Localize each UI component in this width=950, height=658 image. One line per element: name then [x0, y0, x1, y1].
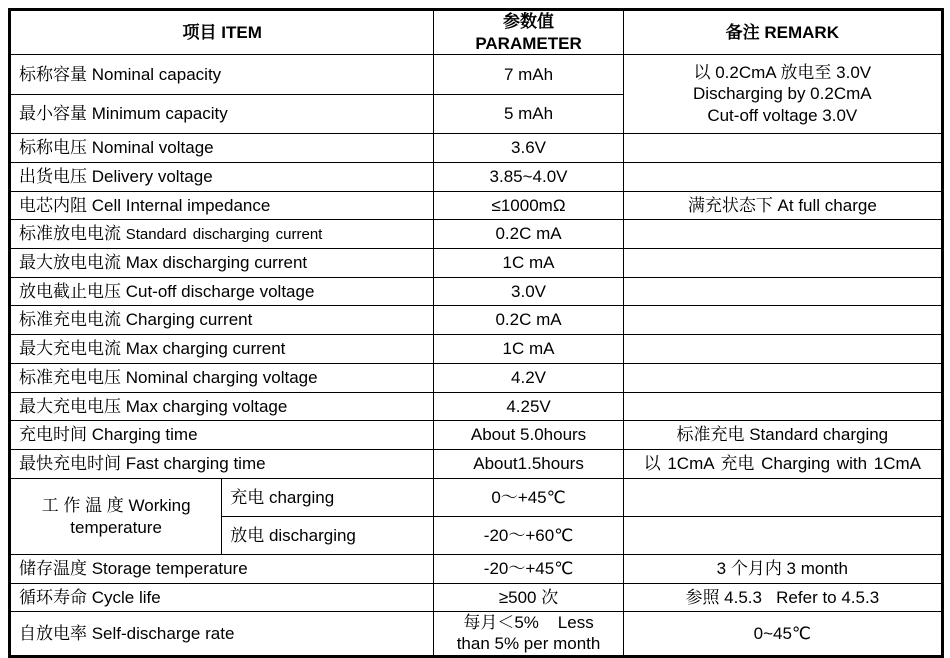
row-cutoff-discharge-voltage	[10, 278, 943, 306]
item-cell: 标称电压 Nominal voltage	[10, 134, 434, 163]
row-charging-current	[10, 306, 943, 335]
param-cell: 5 mAh	[434, 95, 623, 134]
remark-cell	[623, 220, 942, 249]
item-cell: 电芯内阻 Cell Internal impedance	[10, 192, 434, 220]
remark-cell	[623, 517, 942, 555]
remark-cell	[623, 335, 942, 364]
row-self-discharge-rate	[10, 612, 943, 657]
remark-cell	[623, 249, 942, 278]
header-parameter	[434, 10, 623, 55]
param-cell: 7 mAh	[434, 55, 623, 95]
item-cell: 最快充电时间 Fast charging time	[10, 450, 434, 479]
item-zh: 标准放电电流	[19, 224, 121, 244]
param-cell: 4.25V	[434, 393, 623, 421]
row-charging-time	[10, 421, 943, 450]
row-working-temperature-charging	[10, 479, 943, 517]
param-cell: 3.6V	[434, 134, 623, 163]
capacity-remark-line1: 以 0.2CmA 放电至 3.0V	[693, 63, 872, 83]
item-cell	[10, 220, 434, 249]
item-cell: 标准充电电流 Charging current	[10, 306, 434, 335]
battery-spec-table	[8, 8, 944, 658]
subitem-cell-charging: 充电 charging	[222, 479, 434, 517]
param-cell: 0～+45℃	[434, 479, 623, 517]
item-cell: 标准充电电压 Nominal charging voltage	[10, 364, 434, 393]
header-row	[10, 10, 943, 55]
item-cell-working-temperature	[10, 479, 222, 555]
item-cell: 循环寿命 Cycle life	[10, 584, 434, 612]
remark-cell	[623, 134, 942, 163]
param-cell	[434, 612, 623, 657]
row-delivery-voltage	[10, 163, 943, 192]
row-cycle-life	[10, 584, 943, 612]
item-cell: 最小容量 Minimum capacity	[10, 95, 434, 134]
working-temperature-label-line1: 工 作 温 度 Working	[41, 496, 191, 516]
header-parameter-zh: 参数值	[503, 12, 555, 32]
remark-cell	[623, 364, 942, 393]
header-remark: 备注 REMARK	[623, 10, 942, 55]
row-storage-temperature	[10, 555, 943, 584]
item-cell: 最大放电电流 Max discharging current	[10, 249, 434, 278]
row-nominal-charging-voltage	[10, 364, 943, 393]
remark-cell	[623, 393, 942, 421]
param-cell: About 5.0hours	[434, 421, 623, 450]
item-cell: 出货电压 Delivery voltage	[10, 163, 434, 192]
remark-cell-capacity	[623, 55, 942, 134]
row-max-charging-voltage	[10, 393, 943, 421]
row-nominal-capacity	[10, 55, 943, 95]
header-parameter-en: PARAMETER	[475, 33, 582, 53]
param-cell: 0.2C mA	[434, 306, 623, 335]
remark-cell: 3 个月内 3 month	[623, 555, 942, 584]
param-cell: ≥500 次	[434, 584, 623, 612]
subitem-cell-discharging: 放电 discharging	[222, 517, 434, 555]
row-fast-charging-time	[10, 450, 943, 479]
param-cell: About1.5hours	[434, 450, 623, 479]
param-cell: 4.2V	[434, 364, 623, 393]
row-nominal-voltage	[10, 134, 943, 163]
param-cell: 3.85~4.0V	[434, 163, 623, 192]
self-discharge-param-line1: 每月＜5% Less	[463, 613, 594, 632]
remark-cell: 满充状态下 At full charge	[623, 192, 942, 220]
param-cell: -20～+60℃	[434, 517, 623, 555]
item-cell: 最大充电电压 Max charging voltage	[10, 393, 434, 421]
item-cell: 充电时间 Charging time	[10, 421, 434, 450]
remark-cell: 以 1CmA 充电 Charging with 1CmA	[623, 450, 942, 479]
working-temperature-label-line2: temperature	[70, 517, 162, 537]
row-internal-impedance	[10, 192, 943, 220]
item-cell: 最大充电电流 Max charging current	[10, 335, 434, 364]
remark-cell	[623, 306, 942, 335]
param-cell: -20～+45℃	[434, 555, 623, 584]
item-cell: 自放电率 Self-discharge rate	[10, 612, 434, 657]
item-en: Standard discharging current	[125, 226, 323, 244]
item-cell: 放电截止电压 Cut-off discharge voltage	[10, 278, 434, 306]
header-item: 项目 ITEM	[10, 10, 434, 55]
item-cell: 储存温度 Storage temperature	[10, 555, 434, 584]
item-cell: 标称容量 Nominal capacity	[10, 55, 434, 95]
remark-cell: 参照 4.5.3 Refer to 4.5.3	[623, 584, 942, 612]
param-cell: 3.0V	[434, 278, 623, 306]
self-discharge-param-line2: than 5% per month	[456, 634, 601, 654]
remark-cell: 0~45℃	[623, 612, 942, 657]
row-standard-discharging-current	[10, 220, 943, 249]
row-max-charging-current	[10, 335, 943, 364]
capacity-remark-line2: Discharging by 0.2CmA	[693, 84, 872, 104]
param-cell: 1C mA	[434, 335, 623, 364]
remark-cell	[623, 479, 942, 517]
capacity-remark-line3: Cut-off voltage 3.0V	[707, 105, 858, 125]
remark-cell	[623, 163, 942, 192]
param-cell: ≤1000mΩ	[434, 192, 623, 220]
remark-cell	[623, 278, 942, 306]
row-max-discharging-current	[10, 249, 943, 278]
param-cell: 0.2C mA	[434, 220, 623, 249]
param-cell: 1C mA	[434, 249, 623, 278]
remark-cell: 标准充电 Standard charging	[623, 421, 942, 450]
